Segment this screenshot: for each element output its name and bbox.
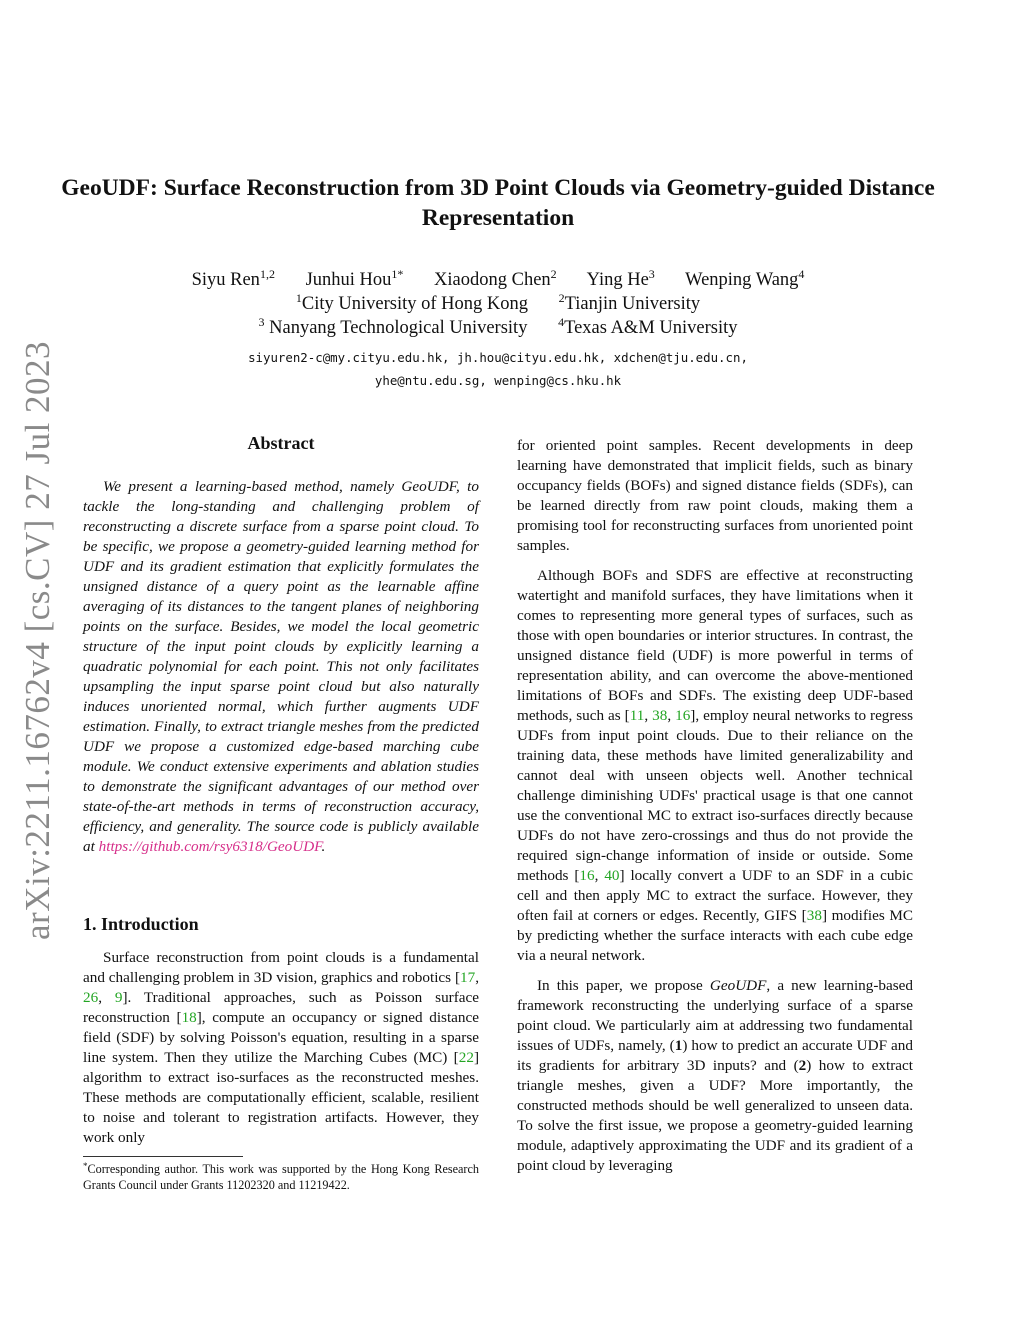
paragraph [517, 566, 913, 966]
citation-link[interactable]: 16 [579, 867, 595, 884]
abstract-text: We present a learning-based method, namely GeoUDF, to tackle the long-standing and challenging problem of reconstructing a discrete surface from a sparse point cloud. To be specific, we propose a geometry-guided learning method for UDF and its gradient estimation that explicitly formulates the unsigned distance of a query point as the learnable affine averaging of its distances to the tangent planes of neighboring points on the surface. Besides, we model the local geometric structure of the input point clouds by explicitly learning a quadratic polynomial for each point. This not only facilitates upsampling the input sparse point cloud but also naturally induces unoriented normal, which further augments UDF estimation. Finally, to extract triangle meshes from the predicted UDF we propose a customized edge-based marching cube module. We conduct extensive experiments and ablation studies to demonstrate the significant advantages of our method over state-of-the-art methods in terms of reconstruction accuracy, efficiency, and generality. The source code is publicly available at [83, 478, 479, 855]
affiliation: City University of Hong Kong [301, 294, 528, 314]
footnote-text: Corresponding author. This work was supported by the Hong Kong Research Grants Council under Grants 11202320 and 11219422. [83, 1162, 479, 1192]
para-text: , [644, 707, 653, 724]
affiliation-sup: 1 [295, 291, 302, 305]
author-name: Ying He [586, 270, 649, 290]
affiliation-sup: 4 [558, 315, 565, 329]
author-name: Junhui Hou [305, 270, 392, 290]
para-text: ) how to predict an accurate UDF and its gradients for arbitrary 3D inputs? and ( [517, 1037, 913, 1074]
para-text: In this paper, we propose [537, 977, 710, 994]
author-sup: 4 [798, 267, 805, 281]
introduction-text [83, 948, 479, 1148]
para-text: , a new learning-based framework reconstructing the underlying surface of a sparse point cloud. We particularly aim at addressing two fundamental issues of UDFs, namely, ( [517, 977, 913, 1054]
issue-number: 1 [674, 1037, 683, 1054]
affiliation-row [60, 292, 936, 316]
intro-text: ], compute an occupancy or signed distance field (SDF) by solving Poisson's equation, resulting in a sparse line system. Then they utilize the Marching Cubes (MC) [ [83, 1009, 479, 1066]
issue-number: 2 [798, 1057, 807, 1074]
citation-link[interactable]: 9 [114, 989, 123, 1006]
author-name: Wenping Wang [685, 270, 799, 290]
email-line: yhe@ntu.edu.sg, wenping@cs.hku.hk [374, 373, 622, 388]
paragraph [517, 976, 913, 1176]
source-code-link[interactable]: https://github.com/rsy6318/GeoUDF [98, 838, 322, 855]
email-line: siyuren2-c@my.cityu.edu.hk, jh.hou@cityu.edu.hk, xdchen@tju.edu.cn, [248, 350, 748, 365]
method-name: GeoUDF [709, 977, 767, 994]
citation-link[interactable]: 11 [629, 707, 645, 724]
affiliation-sup: 3 [258, 315, 265, 329]
arxiv-stamp: arXiv:2211.16762v4 [cs.CV] 27 Jul 2023 [18, 340, 57, 940]
intro-text: , [475, 969, 479, 986]
affiliation-sup: 2 [558, 291, 565, 305]
author-list [60, 268, 936, 292]
para-text: , [667, 707, 676, 724]
intro-paragraph [83, 948, 479, 1148]
author-name: Xiaodong Chen [434, 270, 551, 290]
para-text: ] locally convert a UDF to an SDF in a cubic cell and then apply MC to extract the surface. However, they often fail at corners or edges. Recently, GIFS [ [517, 867, 913, 924]
paragraph: for oriented point samples. Recent developments in deep learning have demonstrated that implicit fields, such as binary occupancy fields (BOFs) and signed distance fields (SDFs), can be learned directly from raw point clouds, making them a promising tool for reconstructing surfaces from unoriented point samples. [517, 437, 913, 554]
footnote-mark: * [83, 1161, 88, 1171]
author-sup: 1* [391, 267, 404, 281]
author-sup: 1,2 [259, 267, 275, 281]
citation-link[interactable]: 40 [604, 867, 620, 884]
footnote-rule [83, 1156, 243, 1157]
section-heading-introduction: 1. Introduction [83, 914, 199, 934]
intro-text: ]. Traditional approaches, such as Poisson surface reconstruction [ [83, 989, 479, 1026]
paper-title: GeoUDF: Surface Reconstruction from 3D Point Clouds via Geometry-guided Distance Representation [61, 175, 935, 231]
author-block [60, 268, 936, 340]
para-text: , [594, 867, 605, 884]
intro-text: ] algorithm to extract iso-surfaces as the reconstructed meshes. These methods are computationally efficient, scalable, resilient to noise and tolerant to registration artifacts. However, they work only [83, 1049, 479, 1146]
intro-text: , [98, 989, 115, 1006]
citation-link[interactable]: 38 [652, 707, 668, 724]
email-block [60, 346, 936, 392]
author-sup: 3 [648, 267, 655, 281]
affiliation: Texas A&M University [564, 318, 738, 338]
abstract-end: . [321, 838, 326, 855]
abstract-heading: Abstract [247, 433, 315, 453]
intro-text: Surface reconstruction from point clouds is a fundamental and challenging problem in 3D vision, graphics and robotics [ [83, 949, 479, 986]
citation-link[interactable]: 18 [181, 1009, 197, 1026]
para-text: ) how to extract triangle meshes, given a UDF? More importantly, the constructed methods should be well generalized to unseen data. To solve the first issue, we propose a geometry-guided learning module, adaptively approximating the UDF and its gradient of a point cloud by leveraging [517, 1057, 913, 1174]
citation-link[interactable]: 16 [675, 707, 691, 724]
affiliation: Nanyang Technological University [264, 318, 528, 338]
para-text: ] modifies MC by predicting whether the surface interacts with each cube edge via a neural network. [517, 907, 913, 964]
citation-link[interactable]: 38 [806, 907, 822, 924]
author-name: Siyu Ren [191, 270, 260, 290]
abstract-paragraph [83, 477, 479, 857]
abstract [83, 477, 479, 857]
citation-link[interactable]: 22 [458, 1049, 474, 1066]
para-text: ], employ neural networks to regress UDFs from input point clouds. Due to their reliance on the training data, these methods have limited generalizability and cannot deal with unseen objects well. Another technical challenge diminishing UDFs' practical usage is that one cannot use the conventional MC to extract iso-surfaces directly because UDFs do not have zero-crossings and thus do not provide the required sign-change information of inside or outside. Some methods [ [517, 707, 914, 884]
citation-link[interactable]: 17 [460, 969, 476, 986]
footnote [83, 1161, 479, 1193]
right-column [517, 436, 913, 1186]
affiliation-row [60, 316, 936, 340]
para-text: Although BOFs and SDFS are effective at reconstructing watertight and manifold surfaces, they have limitations when it comes to representing more general types of surfaces, such as those with open boundaries or interior structures. In contrast, the unsigned distance field (UDF) is more powerful in terms of representation ability, and can overcome the above-mentioned limitations of BOFs and SDFs. The existing deep UDF-based methods, such as [ [517, 567, 913, 724]
citation-link[interactable]: 26 [83, 989, 99, 1006]
affiliation: Tianjin University [564, 294, 701, 314]
author-sup: 2 [550, 267, 557, 281]
